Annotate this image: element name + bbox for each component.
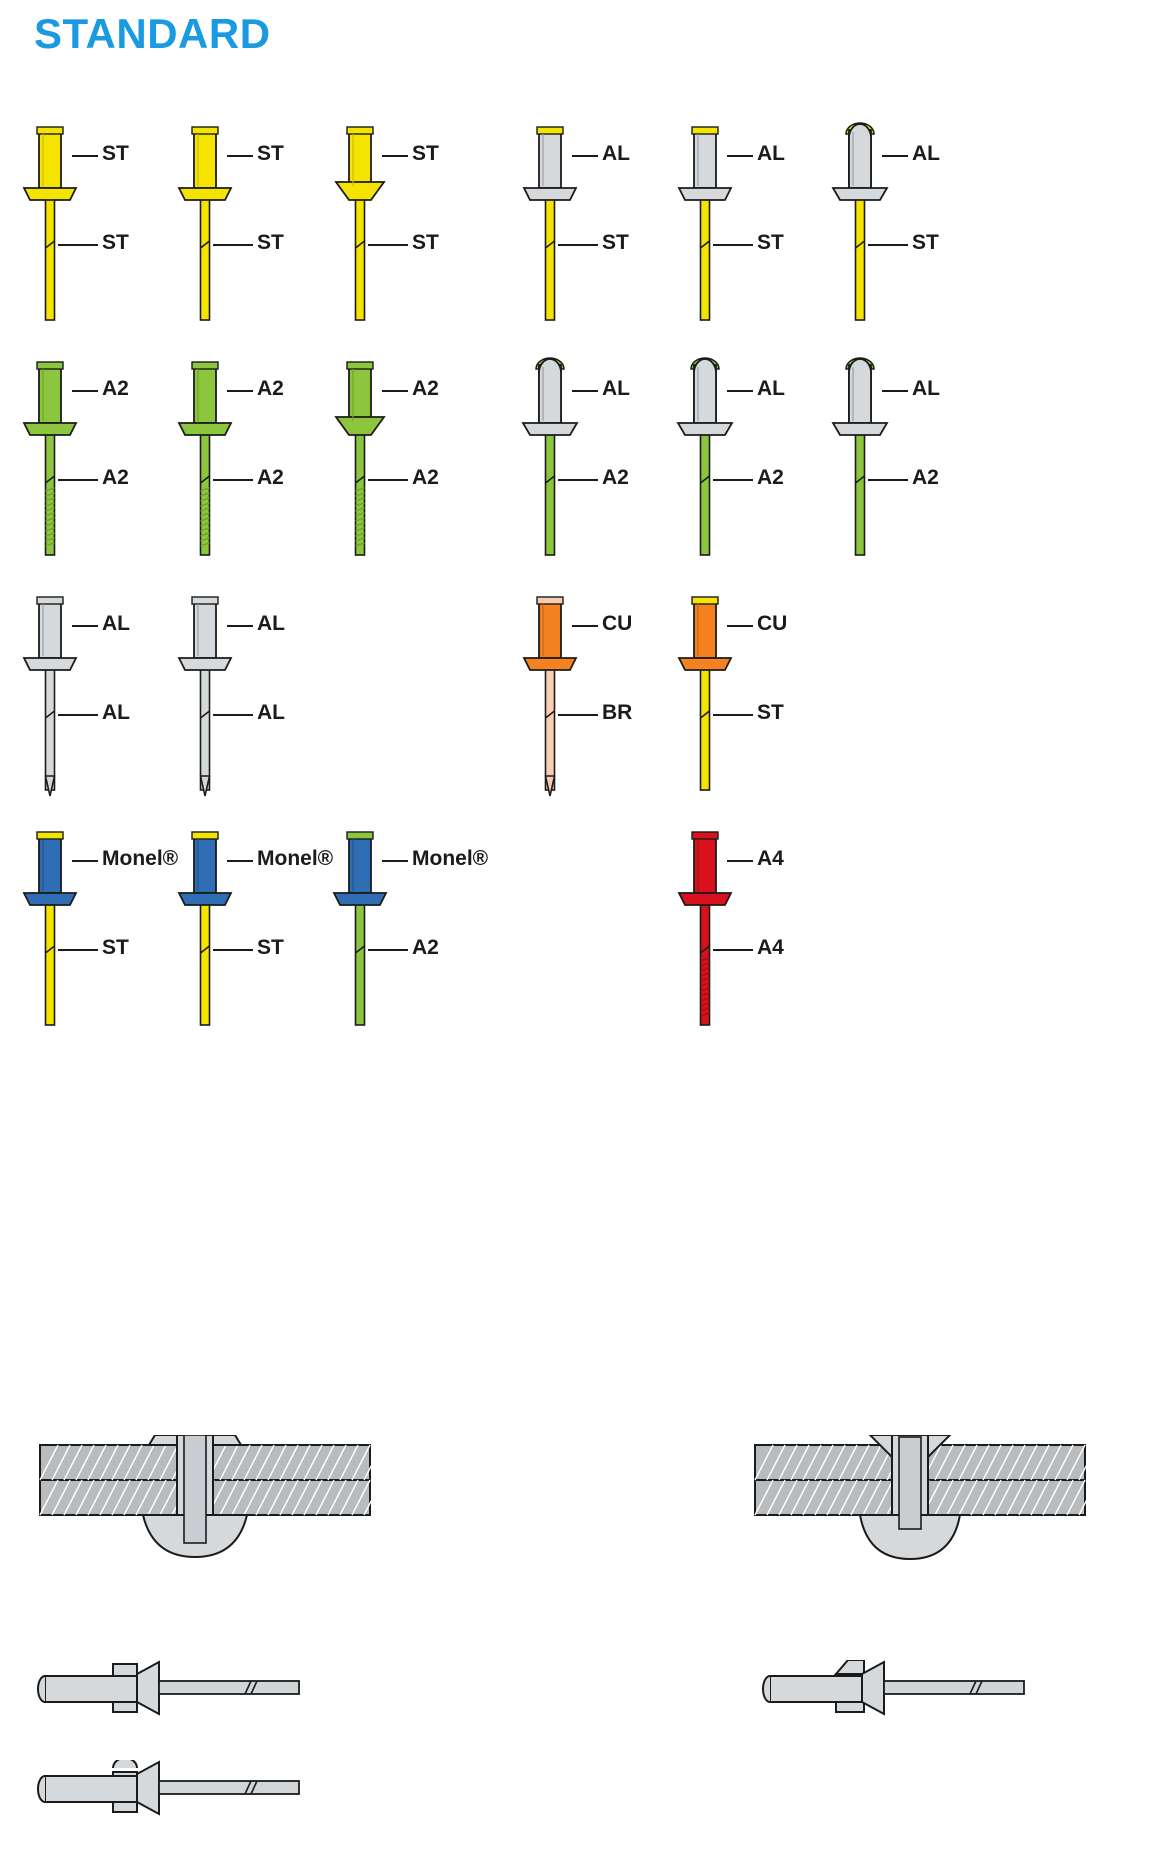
label-mandrel-material: BR (602, 701, 633, 724)
label-mandrel-material: ST (757, 231, 784, 254)
leader-line (227, 155, 253, 157)
leader-line (727, 390, 753, 392)
label-body-material: AL (257, 612, 285, 635)
leader-line (227, 860, 253, 862)
leader-line (368, 949, 408, 951)
leader-line (868, 244, 908, 246)
label-mandrel-material: A2 (757, 466, 784, 489)
leader-line (882, 155, 908, 157)
leader-line (727, 860, 753, 862)
label-body-material: AL (602, 142, 630, 165)
leader-line (227, 390, 253, 392)
leader-line (558, 479, 598, 481)
label-mandrel-material: A2 (412, 466, 439, 489)
label-body-material: AL (912, 377, 940, 400)
profile-dome-head (25, 1660, 315, 1725)
leader-line (58, 479, 98, 481)
label-mandrel-material: A2 (257, 466, 284, 489)
label-body-material: AL (102, 612, 130, 635)
label-mandrel-material: A2 (102, 466, 129, 489)
leader-line (713, 714, 753, 716)
leader-line (213, 714, 253, 716)
cross-section-countersunk (750, 1435, 1095, 1570)
leader-line (368, 244, 408, 246)
profile-countersunk-head (750, 1660, 1040, 1725)
leader-line (558, 714, 598, 716)
leader-line (213, 244, 253, 246)
leader-line (572, 155, 598, 157)
leader-line (882, 390, 908, 392)
label-mandrel-material: ST (257, 231, 284, 254)
label-mandrel-material: ST (757, 701, 784, 724)
label-mandrel-material: ST (412, 231, 439, 254)
page-title: STANDARD (34, 10, 271, 57)
leader-line (72, 860, 98, 862)
label-body-material: CU (757, 612, 788, 635)
leader-line (713, 949, 753, 951)
leader-line (868, 479, 908, 481)
leader-line (72, 625, 98, 627)
leader-line (382, 390, 408, 392)
leader-line (727, 625, 753, 627)
label-mandrel-material: ST (602, 231, 629, 254)
label-body-material: AL (912, 142, 940, 165)
label-mandrel-material: AL (257, 701, 285, 724)
leader-line (558, 244, 598, 246)
leader-line (213, 479, 253, 481)
label-mandrel-material: A4 (757, 936, 784, 959)
label-mandrel-material: A2 (912, 466, 939, 489)
leader-line (382, 860, 408, 862)
label-body-material: AL (757, 377, 785, 400)
label-mandrel-material: AL (102, 701, 130, 724)
leader-line (72, 155, 98, 157)
leader-line (713, 479, 753, 481)
label-body-material: A2 (102, 377, 129, 400)
label-mandrel-material: ST (102, 231, 129, 254)
leader-line (713, 244, 753, 246)
leader-line (727, 155, 753, 157)
label-mandrel-material: A2 (602, 466, 629, 489)
label-body-material: A2 (257, 377, 284, 400)
label-mandrel-material: ST (102, 936, 129, 959)
label-body-material: CU (602, 612, 633, 635)
profile-dome-head-2 (25, 1760, 315, 1825)
label-body-material: Monel® (412, 847, 489, 870)
leader-line (58, 949, 98, 951)
leader-line (227, 625, 253, 627)
label-body-material: Monel® (257, 847, 334, 870)
label-body-material: ST (257, 142, 284, 165)
label-body-material: AL (602, 377, 630, 400)
leader-line (72, 390, 98, 392)
leader-line (213, 949, 253, 951)
label-mandrel-material: ST (257, 936, 284, 959)
leader-line (382, 155, 408, 157)
label-body-material: ST (412, 142, 439, 165)
label-body-material: Monel® (102, 847, 179, 870)
leader-line (572, 625, 598, 627)
leader-line (58, 714, 98, 716)
label-body-material: ST (102, 142, 129, 165)
leader-line (58, 244, 98, 246)
label-mandrel-material: A2 (412, 936, 439, 959)
label-body-material: A2 (412, 377, 439, 400)
label-mandrel-material: ST (912, 231, 939, 254)
label-body-material: AL (757, 142, 785, 165)
label-body-material: A4 (757, 847, 784, 870)
leader-line (368, 479, 408, 481)
leader-line (572, 390, 598, 392)
cross-section-open-end (35, 1435, 380, 1570)
